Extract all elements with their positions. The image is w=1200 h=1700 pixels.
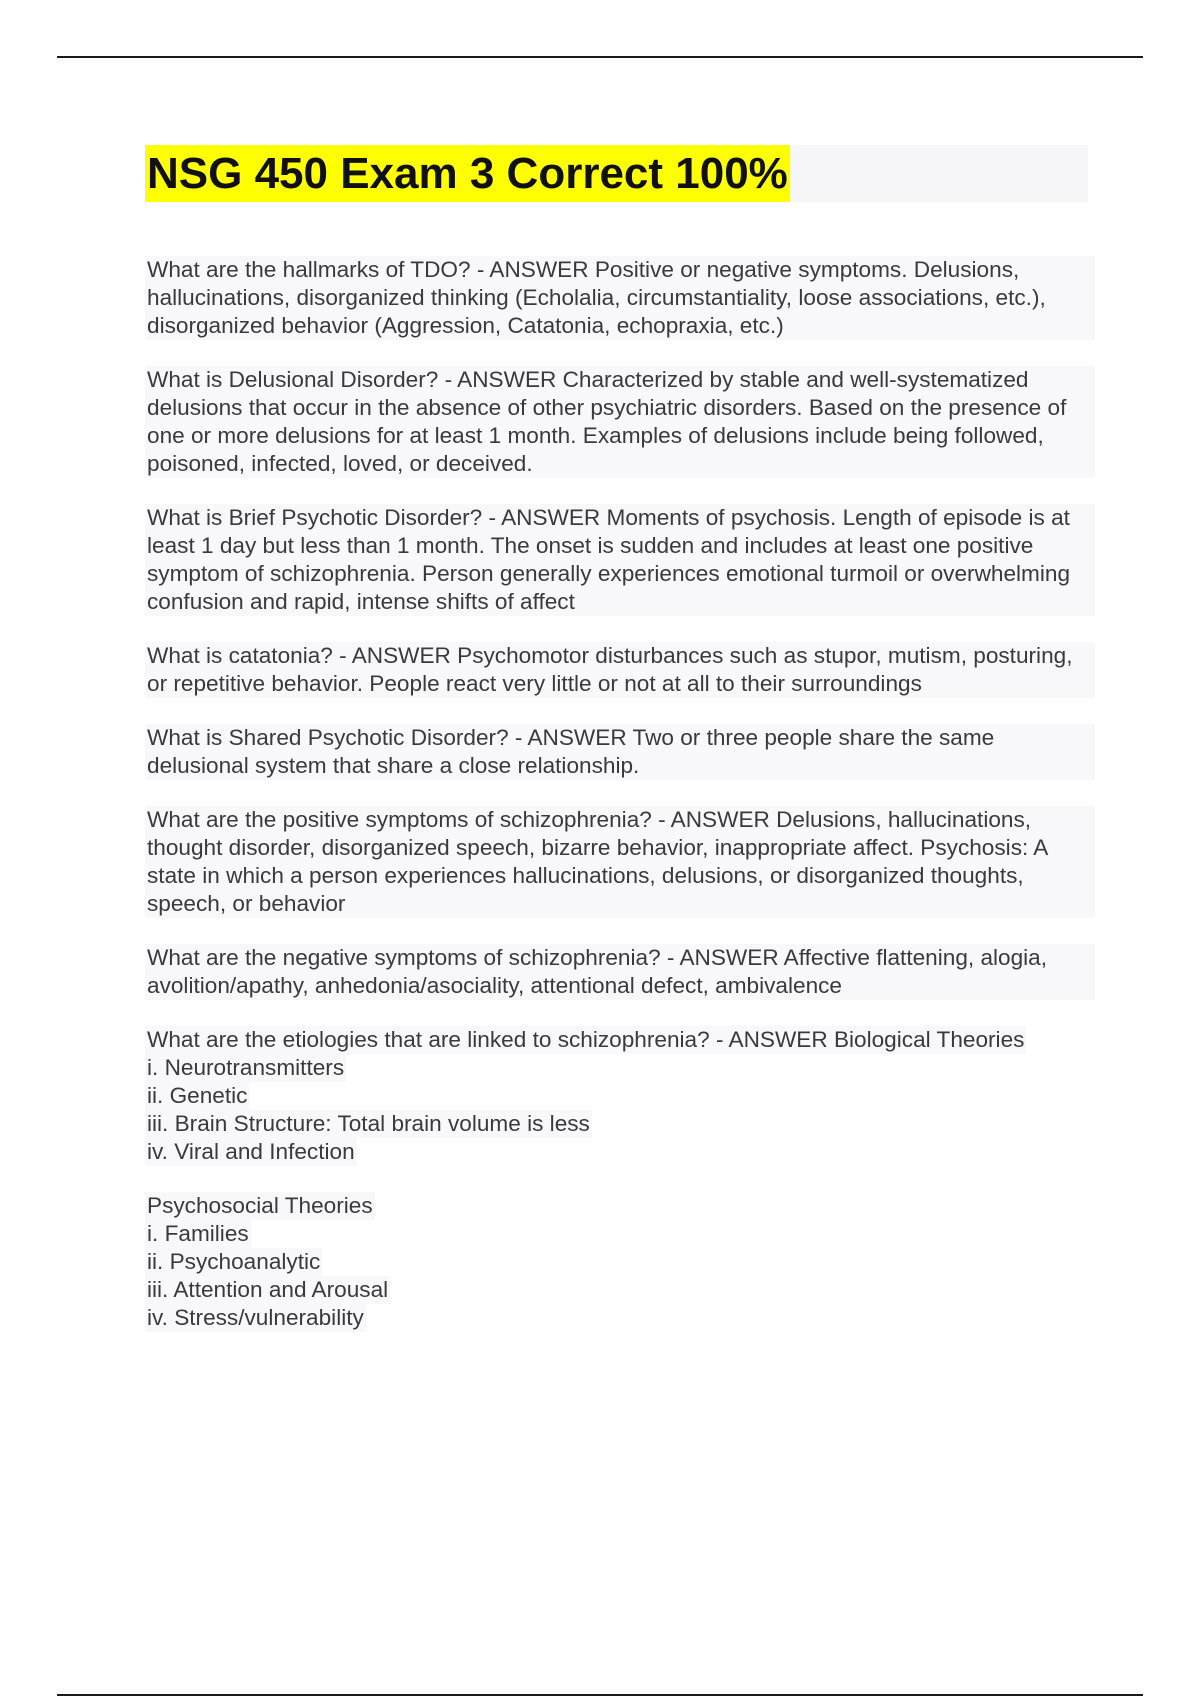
document-body xyxy=(145,256,1095,1358)
qa-paragraph-shared-psychotic-disorder: What is Shared Psychotic Disorder? - ANSWER Two or three people share the same delusional system that share a close relationship. xyxy=(145,724,1095,780)
list-item: iii. Attention and Arousal xyxy=(147,1277,389,1302)
etiology-question: What are the etiologies that are linked to schizophrenia? - ANSWER Biological Theories xyxy=(147,1027,1025,1052)
etiology-biological-block xyxy=(145,1026,1095,1166)
list-item: iv. Viral and Infection xyxy=(147,1139,355,1164)
list-item: iv. Stress/vulnerability xyxy=(147,1305,364,1330)
qa-paragraph-catatonia: What is catatonia? - ANSWER Psychomotor disturbances such as stupor, mutism, posturing, or repetitive behavior. People react very little or not at all to their surroundings xyxy=(145,642,1095,698)
list-item: i. Neurotransmitters xyxy=(147,1055,345,1080)
list-item: ii. Genetic xyxy=(147,1083,248,1108)
list-item: iii. Brain Structure: Total brain volume is less xyxy=(147,1111,590,1136)
qa-paragraph-positive-symptoms: What are the positive symptoms of schizophrenia? - ANSWER Delusions, hallucinations, thought disorder, disorganized speech, bizarre behavior, inappropriate affect. Psychosis: A state in which a person experiences hallucinations, delusions, or disorganized thoughts, speech, or behavior xyxy=(145,806,1095,918)
qa-paragraph-delusional-disorder: What is Delusional Disorder? - ANSWER Characterized by stable and well-systematized delusions that occur in the absence of other psychiatric disorders. Based on the presence of one or more delusions for at least 1 month. Examples of delusions include being followed, poisoned, infected, loved, or deceived. xyxy=(145,366,1095,478)
footer-rule xyxy=(57,1694,1143,1696)
qa-paragraph-brief-psychotic-disorder: What is Brief Psychotic Disorder? - ANSWER Moments of psychosis. Length of episode is at least 1 day but less than 1 month. The onset is sudden and includes at least one positive symptom of schizophrenia. Person generally experiences emotional turmoil or overwhelming confusion and rapid, intense shifts of affect xyxy=(145,504,1095,616)
qa-paragraph-hallmarks-tdo: What are the hallmarks of TDO? - ANSWER Positive or negative symptoms. Delusions, hallucinations, disorganized thinking (Echolalia, circumstantiality, loose associations, etc.), disorganized behavior (Aggression, Catatonia, echopraxia, etc.) xyxy=(145,256,1095,340)
list-item: i. Families xyxy=(147,1221,249,1246)
header-rule xyxy=(57,56,1143,58)
page-title: NSG 450 Exam 3 Correct 100% xyxy=(145,145,790,202)
qa-paragraph-negative-symptoms: What are the negative symptoms of schizophrenia? - ANSWER Affective flattening, alogia, avolition/apathy, anhedonia/asociality, attentional defect, ambivalence xyxy=(145,944,1095,1000)
list-item: ii. Psychoanalytic xyxy=(147,1249,321,1274)
psychosocial-heading: Psychosocial Theories xyxy=(147,1193,373,1218)
etiology-psychosocial-block xyxy=(145,1192,1095,1332)
